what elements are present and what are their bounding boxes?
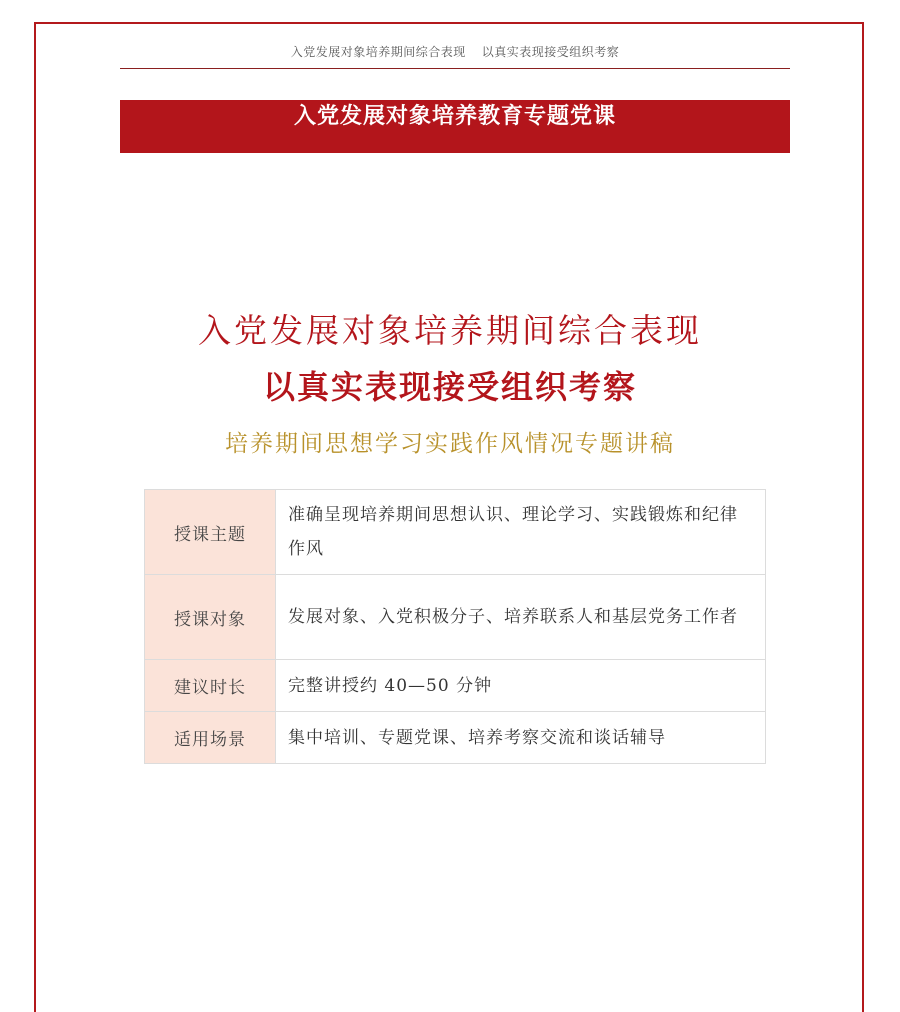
table-label-scenario: 适用场景 [145,712,276,764]
running-header-right: 以真实表现接受组织考察 [481,45,620,59]
table-label-duration: 建议时长 [145,660,276,712]
table-value-audience: 发展对象、入党积极分子、培养联系人和基层党务工作者 [276,575,766,660]
table-label-audience: 授课对象 [145,575,276,660]
table-value-scenario: 集中培训、专题党课、培养考察交流和谈话辅导 [276,712,766,764]
main-title-line1: 入党发展对象培养期间综合表现 [198,311,702,350]
table-row [145,575,766,660]
main-title-line2: 以真实表现接受组织考察 [262,368,637,406]
table-row [145,490,766,575]
info-table [144,489,766,764]
table-row [145,712,766,764]
table-value-duration: 完整讲授约 40—50 分钟 [276,660,766,712]
running-header [120,43,790,60]
table-value-topic: 准确呈现培养期间思想认识、理论学习、实践锻炼和纪律作风 [276,490,766,575]
table-label-topic: 授课主题 [145,490,276,575]
header-rule [120,68,790,69]
table-row [145,660,766,712]
running-header-left: 入党发展对象培养期间综合表现 [290,45,466,59]
subtitle: 培养期间思想学习实践作风情况专题讲稿 [225,431,675,457]
banner: 入党发展对象培养教育专题党课 [120,100,790,153]
